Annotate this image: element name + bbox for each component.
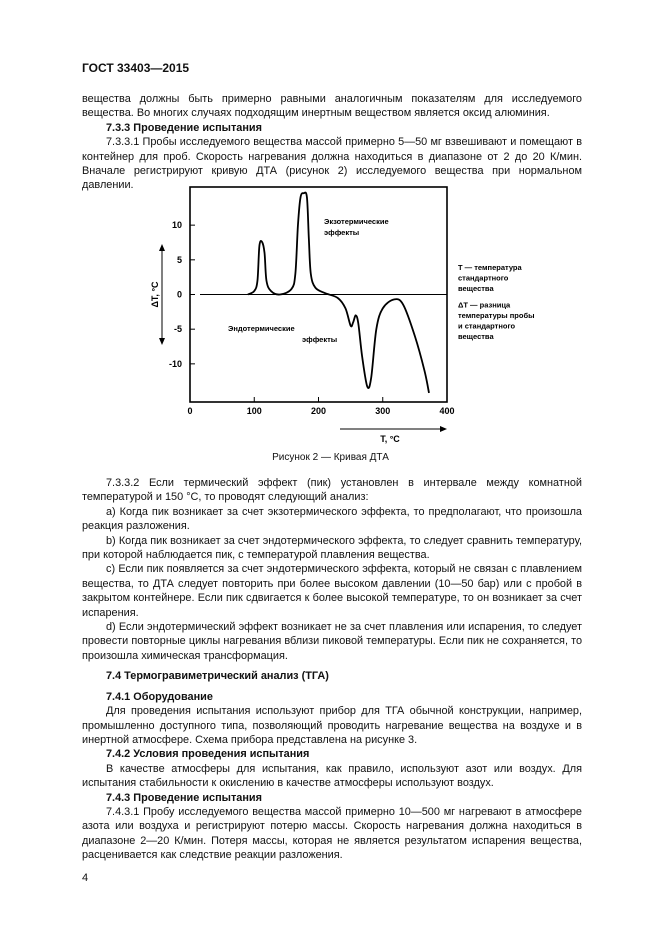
x-tick-label: 0 (187, 406, 193, 416)
y-tick-label: -10 (168, 358, 182, 369)
paragraph: c) Если пик появляется за счет эндотермического эффекта, который не связан с плавлением вещества, то ДТА следует повторить при более высоком давлении (10—50 бар) или с пробой в закрытом контейнере. Если пик сдвигается к более высокой температуре, то он возникает за счет испарения. (82, 563, 582, 619)
y-arrow-head-up (159, 244, 165, 251)
endo-annotation: эффекты (302, 335, 338, 344)
figure-caption: Рисунок 2 — Кривая ДТА (272, 452, 389, 463)
legend-entry: вещества (458, 284, 494, 293)
y-tick-label: -5 (173, 324, 182, 335)
top-text (82, 92, 582, 193)
section-heading: 7.4.2 Условия проведения испытания (106, 748, 310, 761)
section-heading: 7.4.1 Оборудование (106, 690, 213, 703)
bottom-text (82, 476, 582, 863)
legend-entry: T — температура (458, 263, 522, 272)
endo-annotation: Эндотермические (228, 324, 295, 333)
document-header: ГОСТ 33403—2015 (82, 61, 190, 75)
paragraph: В качестве атмосферы для испытания, как правило, используют азот или воздух. Для испытания стабильности к окислению в качестве атмосферы используют воздух. (82, 762, 582, 790)
y-tick-label: 5 (176, 254, 182, 265)
paragraph: b) Когда пик возникает за счет эндотермического эффекта, то следует сравнить температуру, при которой наблюдается пик, с температурой плавления вещества. (82, 534, 582, 562)
section-heading: 7.4.3 Проведение испытания (106, 791, 262, 804)
y-axis-label: ΔT, °C (150, 281, 160, 308)
paragraph: Для проведения испытания используют прибор для ТГА обычной конструкции, например, промышленно доступного типа, позволяющий проводить нагревание вещества на воздухе и в инертной атмосфере. Схема прибора представлена на рисунке 3. (82, 705, 582, 746)
section-heading: 7.4 Термогравиметрический анализ (ТГА) (106, 670, 329, 683)
legend-entry: стандартного (458, 273, 509, 283)
x-tick-label: 300 (375, 406, 391, 416)
y-arrow-head-down (159, 338, 165, 345)
paragraph: 7.3.3.1 Пробы исследуемого вещества массой примерно 5—50 мг взвешивают и помещают в контейнер для проб. Скорость нагревания должна находиться в диапазоне от 2 до 20 К/мин. Вначале регистрируют кривую ДТА (рисунок 2) исследуемого вещества при нормальном давлении. (82, 136, 582, 192)
bottom-section (82, 476, 582, 885)
exo-annotation: Экзотермические (324, 217, 389, 226)
section-heading: 7.3.3 Проведение испытания (106, 121, 262, 134)
exo-annotation: эффекты (324, 228, 360, 237)
paragraph: вещества должны быть примерно равными аналогичным показателям для исследуемого вещества. Во многих случаях подходящим инертным веществом является оксид алюминия. (82, 93, 582, 120)
paragraph: 7.4.3.1 Пробу исследуемого вещества массой примерно 10—500 мг нагревают в атмосфере азота или воздуха и регистрируют потерю массы. Скорость нагревания должна находиться в диапазоне 2—20 К/мин. Потеря массы, которая не является результатом испарения вещества, расценивается как следствие реакции разложения. (82, 805, 582, 862)
legend-entry: вещества (458, 332, 494, 341)
dta-chart (140, 180, 560, 455)
y-tick-label: 10 (171, 220, 182, 231)
paragraph: a) Когда пик возникает за счет экзотермического эффекта, то предполагают, что произошла реакция разложения. (82, 505, 582, 533)
x-tick-label: 400 (439, 406, 455, 416)
legend-entry: ΔT — разница (458, 300, 511, 310)
x-arrow-head (440, 426, 447, 432)
x-tick-label: 200 (310, 406, 327, 416)
page-number: 4 (82, 871, 89, 884)
legend-entry: и стандартного (458, 321, 516, 331)
x-axis-label: T, °C (380, 434, 400, 444)
y-tick-label: 0 (176, 289, 182, 300)
legend-entry: температуры пробы (458, 311, 535, 320)
paragraph: 7.3.3.2 Если термический эффект (пик) установлен в интервале между комнатной температурой и 150 °C, то проводят следующий анализ: (82, 477, 582, 504)
x-tick-label: 100 (246, 406, 262, 416)
paragraph: d) Если эндотермический эффект возникает не за счет плавления или испарения, то следует провести повторные циклы нагревания вблизи пиковой температуры. Если пик не сохраняется, то произошла химическая трансформация. (82, 621, 582, 662)
